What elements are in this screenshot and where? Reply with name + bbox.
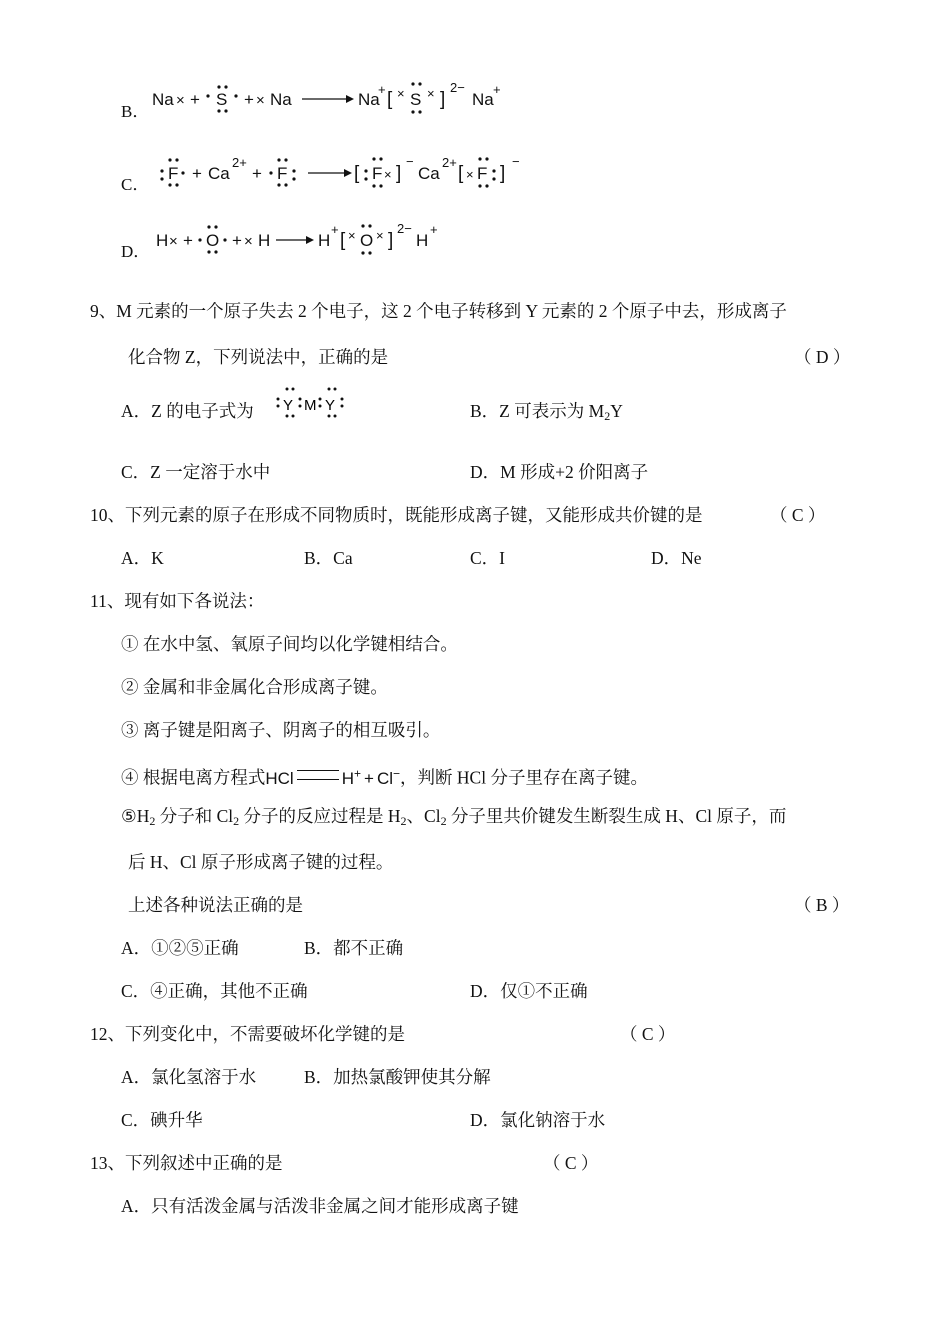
q10-option-a: A．K	[121, 548, 164, 568]
q11-option-a: A．①②⑤正确	[121, 938, 239, 958]
q10-option-d: D．Ne	[651, 548, 702, 568]
q9-stem: 9、M 元素的一个原子失去 2 个电子，这 2 个电子转移到 Y 元素的 2 个原子中去，形成离子	[90, 301, 787, 321]
electron-cross: ×	[256, 92, 265, 109]
svg-text:H: H	[258, 231, 271, 250]
svg-text:]: ]	[440, 89, 446, 110]
svg-text:+: +	[493, 82, 501, 97]
svg-text:2+: 2+	[442, 155, 457, 170]
svg-text:F: F	[168, 164, 179, 183]
q9-electron-formula	[274, 385, 346, 421]
q12-option-b: B．加热氯酸钾使其分解	[304, 1067, 491, 1087]
q9-option-b: B．Z 可表示为 $M_2Y$	[470, 401, 623, 423]
q9-option-d: D．M 形成+2 价阳离子	[470, 462, 649, 482]
option-b-label: B．	[121, 102, 150, 121]
svg-text:[: [	[387, 89, 393, 110]
q9-stem-line2: 化合物 Z，下列说法中，正确的是	[128, 347, 389, 367]
q10-option-c: C．I	[470, 548, 505, 568]
q9-option-a: A．Z 的电子式为	[121, 401, 254, 421]
q12-answer: （ C ）	[620, 1024, 676, 1044]
eq-b-plus2: +	[244, 90, 254, 109]
svg-text:H: H	[416, 231, 429, 250]
svg-text:F: F	[277, 164, 288, 183]
svg-text:S: S	[410, 90, 422, 109]
svg-text:+: +	[183, 231, 193, 250]
q12-option-c: C．碘升华	[121, 1110, 203, 1130]
q11-statement-5-line2: 后 H、Cl 原子形成离子键的过程。	[128, 852, 394, 872]
svg-text:F: F	[477, 164, 488, 183]
svg-text:F: F	[372, 164, 383, 183]
svg-text:]: ]	[388, 230, 394, 251]
q11-ask: 上述各种说法正确的是	[128, 895, 303, 915]
svg-text:2+: 2+	[232, 155, 247, 170]
option-d-label: D．	[121, 242, 151, 261]
q11-option-d: D．仅①不正确	[470, 981, 588, 1001]
electron-cross: ×	[384, 167, 392, 182]
q12-option-a: A．氯化氢溶于水	[121, 1067, 257, 1087]
svg-text:[: [	[340, 230, 346, 251]
svg-text:+: +	[378, 82, 386, 97]
svg-text:H: H	[318, 231, 331, 250]
q12-option-d: D．氯化钠溶于水	[470, 1110, 606, 1130]
svg-text:−: −	[512, 154, 520, 169]
eq-b-s: S	[216, 90, 228, 109]
q13-option-a: A．只有活泼金属与活泼非金属之间才能形成离子键	[121, 1196, 519, 1216]
svg-text:Y: Y	[325, 397, 336, 414]
svg-text:M: M	[304, 397, 317, 414]
q11-statement-1: ① 在水中氢、氧原子间均以化学键相结合。	[121, 634, 458, 654]
equation-c	[150, 151, 540, 195]
electron-cross: ×	[244, 233, 253, 250]
q13-answer: （ C ）	[543, 1153, 599, 1173]
q10-option-b: B．Ca	[304, 548, 353, 568]
q11-statement-2: ② 金属和非金属化合形成离子键。	[121, 677, 388, 697]
svg-text:]: ]	[396, 163, 402, 184]
svg-text:H: H	[156, 231, 169, 250]
svg-text:Ca: Ca	[208, 164, 230, 183]
eq-b-na: Na	[152, 90, 174, 109]
svg-text:Na: Na	[472, 90, 494, 109]
electron-cross: ×	[176, 92, 185, 109]
q11-answer: （ B ）	[794, 895, 850, 915]
eq-b-plus: +	[190, 90, 200, 109]
svg-text:O: O	[360, 231, 374, 250]
svg-text:+: +	[331, 222, 339, 237]
q13-stem: 13、下列叙述中正确的是	[90, 1153, 283, 1173]
eq-b-na2: Na	[270, 90, 292, 109]
electron-cross: ×	[169, 233, 178, 250]
electron-cross: ×	[348, 228, 356, 243]
electron-cross: ×	[466, 167, 474, 182]
option-c-label: C．	[121, 175, 150, 194]
svg-text:[: [	[354, 163, 360, 184]
q9-option-c: C．Z 一定溶于水中	[121, 462, 271, 482]
q12-stem: 12、下列变化中，不需要破坏化学键的是	[90, 1024, 405, 1044]
q11-stem: 11、现有如下各说法：	[90, 591, 265, 611]
svg-text:2−: 2−	[397, 221, 412, 236]
svg-text:+: +	[192, 164, 202, 183]
q11-option-b: B．都不正确	[304, 938, 404, 958]
svg-text:+: +	[232, 231, 242, 250]
q11-statement-3: ③ 离子键是阳离子、阴离子的相互吸引。	[121, 720, 441, 740]
svg-text:−: −	[406, 154, 414, 169]
svg-text:O: O	[206, 231, 220, 250]
svg-text:+: +	[430, 222, 438, 237]
svg-text:2−: 2−	[450, 80, 465, 95]
electron-cross: ×	[397, 86, 405, 101]
equation-d	[150, 218, 450, 262]
svg-text:Y: Y	[283, 397, 294, 414]
q11-option-c: C．④正确，其他不正确	[121, 981, 308, 1001]
q11-statement-4: ④ 根据电离方程式HCl H+ + Cl−，判断 HCl 分子里存在离子键。	[121, 766, 648, 788]
q10-answer: （ C ）	[770, 505, 826, 525]
svg-text:+: +	[252, 164, 262, 183]
q9-answer: （ D ）	[794, 347, 851, 367]
q11-statement-5: $⑤H_2$ 分子和 $Cl_2$ 分子的反应过程是 $H_2$、$Cl_2$ 分子里共价键发生断裂生成 H、Cl 原子，而	[121, 806, 787, 828]
ionization-equation: HCl H+ + Cl−	[265, 766, 401, 788]
eq-b-pna: Na	[358, 90, 380, 109]
electron-cross: ×	[376, 228, 384, 243]
svg-text:Ca: Ca	[418, 164, 440, 183]
electron-cross: ×	[427, 86, 435, 101]
svg-text:]: ]	[500, 163, 506, 184]
svg-text:[: [	[458, 163, 464, 184]
q10-stem: 10、下列元素的原子在形成不同物质时，既能形成离子键，又能形成共价键的是	[90, 505, 703, 525]
equation-b	[150, 78, 520, 122]
